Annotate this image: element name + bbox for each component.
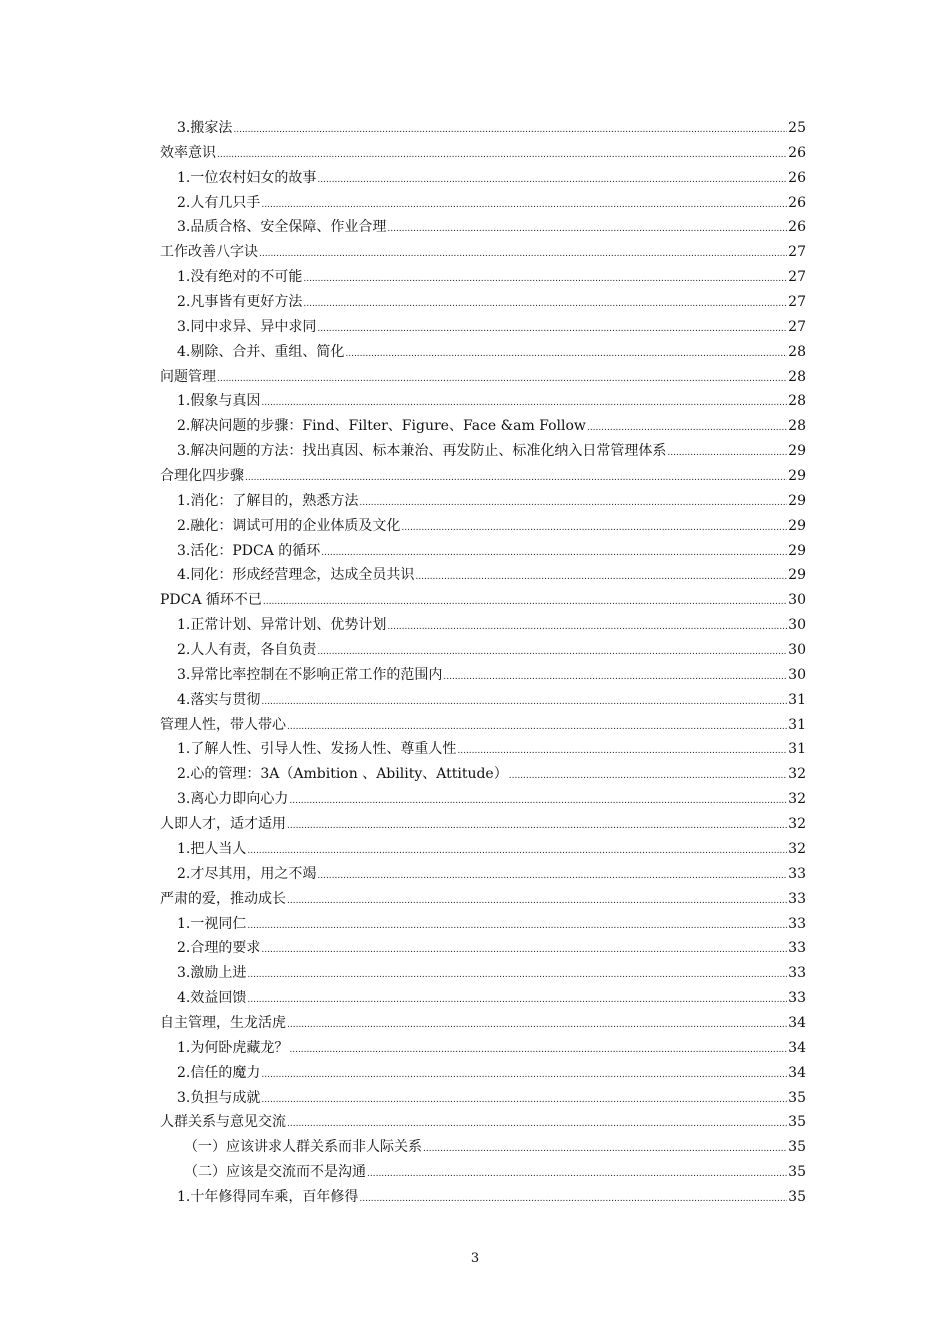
toc-subsection-entry[interactable] <box>160 539 806 564</box>
toc-entry-page-number: 35 <box>788 1139 806 1156</box>
toc-entry-title: 工作改善八字诀 <box>160 244 258 261</box>
table-of-contents <box>160 116 806 1210</box>
toc-subsection-entry[interactable] <box>160 762 806 787</box>
dot-leader <box>247 839 787 864</box>
dot-leader <box>509 764 787 789</box>
toc-entry-title: 2.心的管理：3A（Ambition 、Ability、Attitude） <box>177 766 508 783</box>
toc-subsection-entry[interactable] <box>160 116 806 141</box>
dot-leader <box>263 590 787 615</box>
toc-entry-title: 4.同化：形成经营理念，达成全员共识 <box>177 567 415 584</box>
toc-entry-title: 3.搬家法 <box>177 120 233 136</box>
toc-entry-page-number: 32 <box>788 816 806 833</box>
dot-leader <box>247 914 787 939</box>
toc-entry-page-number: 29 <box>788 517 806 534</box>
toc-entry-page-number: 27 <box>788 269 806 286</box>
toc-subsection-entry[interactable] <box>160 912 806 937</box>
toc-section-entry[interactable] <box>160 1110 806 1135</box>
toc-entry-title: 4.剔除、合并、重组、简化 <box>177 343 345 360</box>
toc-entry-title: 1.没有绝对的不可能 <box>177 269 303 286</box>
toc-entry-title: 2.融化：调试可用的企业体质及文化 <box>177 517 401 534</box>
toc-entry-title: 3.同中求异、异中求同 <box>177 318 317 335</box>
toc-entry-title: 1.为何卧虎藏龙？ <box>177 1039 289 1056</box>
dot-leader <box>387 217 787 242</box>
dot-leader <box>261 391 787 416</box>
dot-leader <box>217 367 787 392</box>
toc-entry-page-number: 31 <box>788 716 806 733</box>
toc-entry-title: 1.一视同仁 <box>177 915 247 932</box>
dot-leader <box>261 938 787 963</box>
dot-leader <box>261 1063 787 1088</box>
toc-entry-page-number: 34 <box>788 1039 806 1056</box>
toc-entry-title: 3.负担与成就 <box>177 1089 261 1106</box>
dot-leader <box>401 516 787 541</box>
toc-entry-page-number: 33 <box>788 865 806 882</box>
dot-leader <box>321 541 787 566</box>
toc-section-entry[interactable] <box>160 887 806 912</box>
toc-subsection-entry[interactable] <box>160 1086 806 1111</box>
dot-leader <box>261 193 787 218</box>
toc-entry-page-number: 35 <box>788 1188 806 1205</box>
toc-subsection-entry[interactable] <box>160 340 806 365</box>
dot-leader <box>303 292 787 317</box>
dot-leader <box>289 1038 787 1063</box>
dot-leader <box>317 864 787 889</box>
dot-leader <box>217 143 787 168</box>
toc-entry-page-number: 29 <box>788 492 806 509</box>
toc-section-entry[interactable] <box>160 240 806 265</box>
toc-entry-page-number: 26 <box>788 194 806 211</box>
toc-subsection-entry[interactable] <box>160 1160 806 1185</box>
toc-section-entry[interactable] <box>160 713 806 738</box>
toc-entry-title: 3.解决问题的方法：找出真因、标本兼治、再发防止、标准化纳入日常管理体系 <box>177 443 667 460</box>
dot-leader <box>345 342 787 367</box>
dot-leader <box>367 1162 787 1187</box>
toc-entry-page-number: 28 <box>788 418 806 435</box>
toc-entry-page-number: 33 <box>788 990 806 1007</box>
toc-entry-page-number: 30 <box>788 592 806 609</box>
toc-entry-title: 2.合理的要求 <box>177 940 261 957</box>
toc-entry-page-number: 33 <box>788 890 806 907</box>
toc-entry-title: 人即人才，适才适用 <box>160 816 286 833</box>
dot-leader <box>317 317 787 342</box>
toc-entry-title: 人群关系与意见交流 <box>160 1114 286 1131</box>
toc-entry-title: 自主管理，生龙活虎 <box>160 1014 286 1031</box>
toc-entry-title: 1.消化：了解目的，熟悉方法 <box>177 492 359 509</box>
toc-section-entry[interactable] <box>160 588 806 613</box>
dot-leader <box>457 739 787 764</box>
dot-leader <box>261 1088 787 1113</box>
toc-subsection-entry[interactable] <box>160 489 806 514</box>
toc-entry-page-number: 34 <box>788 1014 806 1031</box>
toc-entry-page-number: 25 <box>788 120 806 136</box>
toc-entry-title: 合理化四步骤 <box>160 468 244 485</box>
toc-entry-title: 管理人性，带人带心 <box>160 716 286 733</box>
dot-leader <box>359 491 787 516</box>
toc-entry-page-number: 27 <box>788 244 806 261</box>
toc-entry-title: 2.才尽其用，用之不竭 <box>177 865 317 882</box>
toc-entry-page-number: 35 <box>788 1089 806 1106</box>
toc-subsection-entry[interactable] <box>160 414 806 439</box>
dot-leader <box>443 665 787 690</box>
toc-subsection-entry[interactable] <box>160 837 806 862</box>
toc-entry-title: 2.凡事皆有更好方法 <box>177 294 303 311</box>
toc-subsection-entry[interactable] <box>160 389 806 414</box>
dot-leader <box>245 466 787 491</box>
toc-entry-page-number: 35 <box>788 1164 806 1181</box>
toc-entry-title: 3.活化：PDCA 的循环 <box>177 542 321 559</box>
dot-leader <box>233 118 787 143</box>
toc-entry-page-number: 26 <box>788 219 806 236</box>
toc-entry-page-number: 32 <box>788 840 806 857</box>
toc-subsection-entry[interactable] <box>160 1135 806 1160</box>
toc-entry-page-number: 26 <box>788 169 806 186</box>
toc-entry-page-number: 26 <box>788 144 806 161</box>
toc-entry-page-number: 31 <box>788 691 806 708</box>
toc-subsection-entry[interactable] <box>160 1061 806 1086</box>
toc-entry-title: 2.人有几只手 <box>177 194 261 211</box>
toc-entry-page-number: 27 <box>788 294 806 311</box>
toc-entry-page-number: 33 <box>788 915 806 932</box>
toc-subsection-entry[interactable] <box>160 961 806 986</box>
toc-subsection-entry[interactable] <box>160 663 806 688</box>
toc-subsection-entry[interactable] <box>160 215 806 240</box>
toc-subsection-entry[interactable] <box>160 1036 806 1061</box>
dot-leader <box>261 690 787 715</box>
page-number: 3 <box>470 1251 480 1266</box>
toc-entry-title: 问题管理 <box>160 368 216 385</box>
toc-subsection-entry[interactable] <box>160 688 806 713</box>
toc-subsection-entry[interactable] <box>160 563 806 588</box>
toc-entry-page-number: 30 <box>788 617 806 634</box>
toc-entry-page-number: 31 <box>788 741 806 758</box>
toc-entry-page-number: 29 <box>788 567 806 584</box>
toc-subsection-entry[interactable] <box>160 439 806 464</box>
toc-entry-title: 1.把人当人 <box>177 840 247 857</box>
toc-subsection-entry[interactable] <box>160 787 806 812</box>
toc-subsection-entry[interactable] <box>160 613 806 638</box>
toc-entry-title: 1.正常计划、异常计划、优势计划 <box>177 617 387 634</box>
toc-entry-title: 严肃的爱，推动成长 <box>160 890 286 907</box>
toc-entry-title: 1.假象与真因 <box>177 393 261 410</box>
dot-leader <box>287 889 787 914</box>
toc-subsection-entry[interactable] <box>160 514 806 539</box>
dot-leader <box>317 168 787 193</box>
toc-entry-title: 效率意识 <box>160 144 216 161</box>
toc-entry-title: 3.激励上进 <box>177 965 247 982</box>
toc-subsection-entry[interactable] <box>160 862 806 887</box>
dot-leader <box>423 1137 787 1162</box>
dot-leader <box>289 789 787 814</box>
toc-subsection-entry[interactable] <box>160 191 806 216</box>
toc-subsection-entry[interactable] <box>160 936 806 961</box>
toc-subsection-entry[interactable] <box>160 737 806 762</box>
toc-section-entry[interactable] <box>160 812 806 837</box>
dot-leader <box>287 715 787 740</box>
toc-entry-title: 3.异常比率控制在不影响正常工作的范围内 <box>177 666 443 683</box>
toc-section-entry[interactable] <box>160 1011 806 1036</box>
toc-subsection-entry[interactable] <box>160 638 806 663</box>
toc-section-entry[interactable] <box>160 365 806 390</box>
toc-entry-page-number: 33 <box>788 940 806 957</box>
dot-leader <box>667 441 787 466</box>
toc-entry-page-number: 33 <box>788 965 806 982</box>
toc-entry-page-number: 27 <box>788 318 806 335</box>
toc-entry-title: PDCA 循环不已 <box>160 592 262 609</box>
toc-subsection-entry[interactable] <box>160 315 806 340</box>
toc-entry-page-number: 28 <box>788 343 806 360</box>
toc-entry-title: 4.效益回馈 <box>177 990 247 1007</box>
dot-leader <box>587 416 787 441</box>
toc-entry-title: （一）应该讲求人群关系而非人际关系 <box>184 1139 422 1156</box>
toc-subsection-entry[interactable] <box>160 1185 806 1210</box>
dot-leader <box>287 1013 787 1038</box>
toc-entry-title: 3.离心力即向心力 <box>177 791 289 808</box>
dot-leader <box>359 1187 787 1212</box>
toc-entry-title: 1.一位农村妇女的故事 <box>177 169 317 186</box>
dot-leader <box>415 565 787 590</box>
toc-entry-page-number: 30 <box>788 666 806 683</box>
toc-entry-page-number: 35 <box>788 1114 806 1131</box>
toc-entry-page-number: 29 <box>788 468 806 485</box>
dot-leader <box>247 988 787 1013</box>
toc-entry-title: 4.落实与贯彻 <box>177 691 261 708</box>
toc-entry-page-number: 28 <box>788 368 806 385</box>
toc-entry-title: 2.信任的魔力 <box>177 1064 261 1081</box>
toc-entry-title: 3.品质合格、安全保障、作业合理 <box>177 219 387 236</box>
toc-subsection-entry[interactable] <box>160 290 806 315</box>
toc-entry-title: 2.解决问题的步骤：Find、Filter、Figure、Face &am Follow <box>177 418 586 435</box>
dot-leader <box>303 267 787 292</box>
toc-entry-page-number: 28 <box>788 393 806 410</box>
toc-entry-title: （二）应该是交流而不是沟通 <box>184 1164 366 1181</box>
toc-subsection-entry[interactable] <box>160 166 806 191</box>
toc-entry-title: 1.十年修得同车乘，百年修得 <box>177 1188 359 1205</box>
toc-entry-page-number: 32 <box>788 766 806 783</box>
toc-entry-title: 2.人人有责，各自负责 <box>177 642 317 659</box>
toc-subsection-entry[interactable] <box>160 986 806 1011</box>
toc-entry-page-number: 30 <box>788 642 806 659</box>
dot-leader <box>287 1112 787 1137</box>
toc-subsection-entry[interactable] <box>160 265 806 290</box>
dot-leader <box>317 640 787 665</box>
toc-entry-page-number: 34 <box>788 1064 806 1081</box>
toc-entry-page-number: 29 <box>788 443 806 460</box>
toc-section-entry[interactable] <box>160 141 806 166</box>
toc-entry-page-number: 29 <box>788 542 806 559</box>
dot-leader <box>247 963 787 988</box>
toc-entry-title: 1.了解人性、引导人性、发扬人性、尊重人性 <box>177 741 457 758</box>
dot-leader <box>387 615 787 640</box>
dot-leader <box>287 814 787 839</box>
toc-section-entry[interactable] <box>160 464 806 489</box>
dot-leader <box>259 242 787 267</box>
toc-entry-page-number: 32 <box>788 791 806 808</box>
